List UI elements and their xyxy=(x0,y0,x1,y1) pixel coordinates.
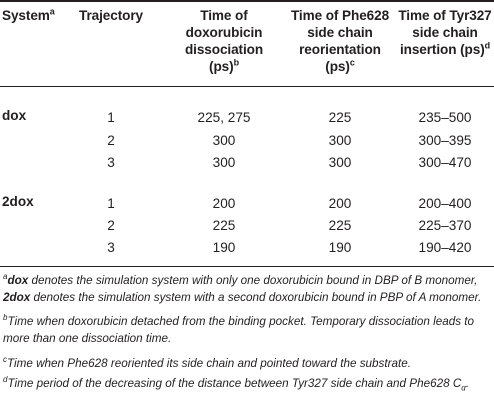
table-cell-trajectory: 3 xyxy=(107,240,115,255)
header-reorientation-line: side chain xyxy=(307,25,373,40)
table-cell-insertion: 225–370 xyxy=(418,218,472,233)
table-cell-trajectory: 1 xyxy=(107,110,115,125)
header-insertion-line: Time of Tyr327 xyxy=(398,8,492,23)
table-cell-insertion: 200–400 xyxy=(418,196,472,211)
table-cell-reorientation: 225 xyxy=(328,110,352,125)
footnote-text: Time when doxorubicin detached from the binding pocket. Temporary dissociation leads to more than one dissociation time. xyxy=(3,315,475,345)
footnote-b xyxy=(3,313,491,347)
footnote-d xyxy=(3,375,491,392)
header-dissociation-mark: b xyxy=(233,57,239,68)
footnote-text: Time period of the decreasing of the distance between Tyr327 side chain and Phe628 C xyxy=(7,377,462,390)
footnote-mark: b xyxy=(3,313,8,323)
footnote-c xyxy=(3,355,491,372)
top-rule xyxy=(0,0,494,2)
header-insertion-line: side chain xyxy=(412,25,478,40)
table-cell-reorientation: 300 xyxy=(328,155,352,170)
header-dissociation-line: (ps) xyxy=(209,59,234,74)
header-reorientation-line: (ps) xyxy=(325,59,350,74)
header-dissociation-line: Time of xyxy=(200,8,248,23)
footnote-subscript: α xyxy=(461,383,466,393)
header-reorientation-line: reorientation xyxy=(299,42,381,57)
header-system xyxy=(2,7,55,24)
table-cell-reorientation: 200 xyxy=(328,196,352,211)
table-cell-dissociation: 225 xyxy=(212,218,236,233)
footnote-text: denotes the simulation system with a second doxorubicin bound in PBP of A monomer. xyxy=(30,291,482,304)
table-cell-insertion: 190–420 xyxy=(418,240,472,255)
header-dissociation xyxy=(169,7,279,75)
header-system-mark: a xyxy=(49,6,55,17)
footnote-text: Time when Phe628 reoriented its side chain and pointed toward the substrate. xyxy=(7,357,412,370)
bottom-rule xyxy=(0,266,494,267)
table-cell-dissociation: 225, 275 xyxy=(197,110,251,125)
header-trajectory xyxy=(76,7,146,24)
table-cell-trajectory: 2 xyxy=(107,133,115,148)
table-cell-trajectory: 1 xyxy=(107,196,115,211)
footnote-a xyxy=(3,272,491,306)
header-insertion xyxy=(394,7,494,58)
footnote-mark: d xyxy=(3,375,8,385)
table-cell-dissociation: 300 xyxy=(212,155,236,170)
system-label-2dox: 2dox xyxy=(2,194,34,209)
system-label-dox: dox xyxy=(2,108,27,123)
table-cell-dissociation: 300 xyxy=(212,133,236,148)
table-cell-dissociation: 200 xyxy=(212,196,236,211)
header-insertion-mark: d xyxy=(484,40,491,51)
header-reorientation xyxy=(284,7,396,75)
footnote-mark: c xyxy=(3,355,7,365)
table-cell-trajectory: 3 xyxy=(107,155,115,170)
header-dissociation-line: dissociation xyxy=(184,42,264,57)
table-cell-reorientation: 225 xyxy=(328,218,352,233)
header-rule xyxy=(0,86,494,87)
table-cell-reorientation: 300 xyxy=(328,133,352,148)
footnote-mark: a xyxy=(3,272,8,282)
footnote-text: denotes the simulation system with only one doxorubicin bound in DBP of B monomer, xyxy=(28,274,478,287)
table-cell-trajectory: 2 xyxy=(107,218,115,233)
footnote-bold: 2dox xyxy=(3,291,31,304)
header-dissociation-line: doxorubicin xyxy=(185,25,263,40)
table-cell-reorientation: 190 xyxy=(328,240,352,255)
table-cell-dissociation: 190 xyxy=(212,240,236,255)
table-cell-insertion: 235–500 xyxy=(418,110,472,125)
header-reorientation-mark: c xyxy=(349,57,355,68)
table-cell-insertion: 300–395 xyxy=(418,133,472,148)
header-reorientation-line: Time of Phe628 xyxy=(290,8,390,23)
footnote-text: . xyxy=(465,377,470,390)
header-system-text: System xyxy=(2,8,50,23)
header-trajectory-text: Trajectory xyxy=(79,8,143,23)
header-insertion-line: insertion (ps) xyxy=(399,42,485,57)
table-cell-insertion: 300–470 xyxy=(418,155,472,170)
footnote-bold: dox xyxy=(7,274,29,287)
